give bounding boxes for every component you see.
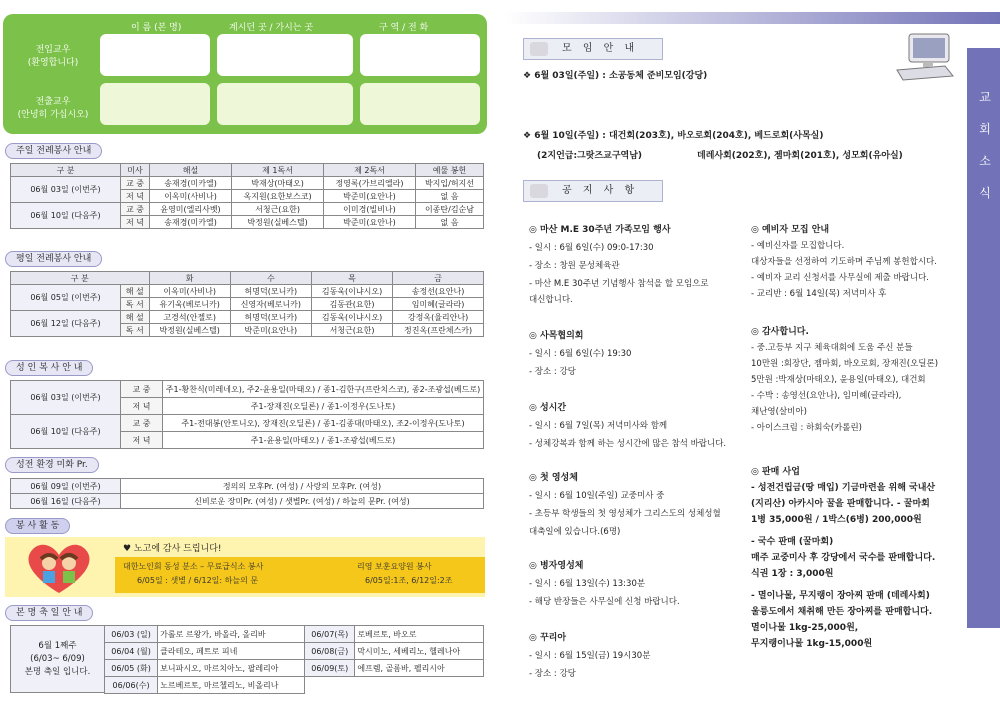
table-row: 06월 03일 (이번주) 교 중 송재경(미카엘) 박재상(마태오) 정영록(가브리엘라) 박지입/허지선 (11, 177, 484, 190)
sidebar-char: 식 (979, 186, 991, 200)
table-row: 독 서 박정원(실베스텔) 박준미(요안나) 서청근(요한) 정진옥(프란체스카) (11, 324, 484, 337)
notice-tab: 공 지 사 항 (523, 180, 663, 202)
sidebar-char: 교 (979, 90, 991, 104)
move-in-label: 전입교우 (환영합니다) (27, 45, 79, 68)
week-label-cell: 6월 1째주 (6/03~ 6/09) 본명 축일 입니다. (10, 625, 105, 693)
altar-server-header: 성 인 복 사 안 내 (5, 360, 93, 376)
meeting-line: (2지언급:그랏즈교구역남) (537, 151, 643, 161)
move-out-district-cell (360, 83, 480, 125)
right-page (505, 0, 1000, 705)
weekday-liturgy-table: 구 분 화 수 목 금 06월 05일 (이번주) 해 설 이옥미(사비나) 허명덕(모니카) 김동욱(이냐시오) 송정선(요안나) 독 서 유기욱(베로니카) 신영자(베로니카) 김동관(요한) 임미혜(글라라) 06월 12일 (다음주) 해 설 고경석(안젤로) 허명덕(모니카) 김동욱(이냐시오) 강정옥(율리안나) 독 서 박정원(실베스텔) 박준미(요안나) 서청근(요한) 정진옥(프란체스카) (10, 271, 484, 337)
sunday-liturgy-table: 구 분 미사 해설 제 1독서 제 2독서 예물 봉헌 06월 03일 (이번주) 교 중 송재경(미카엘) 박재상(마태오) 정영록(가브리엘라) 박지입/허지선 저 녁 이옥미(사비나) 옥지원(요한보스코) 박준미(요안나) 없 음 06월 10일 (다음주) 교 중 윤영미(엘리사벳) 서청근(요한) 이미경(빌비나) 이종탄/김순남 저 녁 송재경(미카엘) 박정원(실베스텔) 박준미(요안나) 없 음 (10, 163, 484, 229)
table-row: 06월 09일 (이번주) 정의의 모후Pr. (여성) / 사랑의 모후Pr. (여성) (11, 479, 484, 494)
table-row: 06/06(수) 노르베르토, 마르첼리노, 비올리나 (105, 677, 484, 694)
notice-block: ◎ 예비자 모집 안내 - 예비신자를 모집합니다. 대상자들을 선정하여 기도하며 주님께 봉헌합시다. - 예비자 교리 신청서를 사무실에 제출 바랍니다. - 교리반 : 6월 14일(목) 저녁미사 후 (751, 225, 937, 299)
volunteer-banner (5, 537, 485, 597)
meeting-line: ❖ 6월 03일(주일) : 소공동체 준비모임(강당) (523, 71, 708, 81)
move-out-label: 전출교우 (안녕히 가십시오) (17, 97, 89, 120)
church-cleaning-table (10, 478, 484, 509)
feast-day-table (104, 625, 484, 694)
notice-block: ◎ 사목협의회 - 일시 : 6월 6일(수) 19:30 - 장소 : 강당 (529, 331, 632, 377)
table-row: 06/03 (일) 가롤로 르왕가, 바올라, 올리바 06/07(목) 로베르토, 바오로 (105, 626, 484, 643)
volunteer-left-line2: 6/05일 : 샛별 / 6/12일: 하늘의 문 (137, 576, 259, 585)
move-in-name-cell (100, 34, 210, 76)
membership-box (3, 14, 487, 134)
table-row: 저 녁 주1-윤용일(마태오) / 종1-조광섭(베드로) (11, 432, 484, 449)
notice-block: ◎ 마산 M.E 30주년 가족모임 행사 - 일시 : 6월 6일(수) 09:0-17:30 - 장소 : 창원 문성체육관 - 마산 M.E 30주년 기념행사 참석을 할 모임으로 대신합니다. (529, 225, 709, 305)
table-row: 06월 12일 (다음주) 해 설 고경석(안젤로) 허명덕(모니카) 김동욱(이냐시오) 강정옥(율리안나) (11, 311, 484, 324)
table-row: 저 녁 이옥미(사비나) 옥지원(요한보스코) 박준미(요안나) 없 음 (11, 190, 484, 203)
meeting-line: 데레사회(202호), 젬마회(201호), 성모회(유아실) (697, 151, 903, 161)
computer-icon (893, 30, 957, 82)
notice-block: ◎ 병자영성체 - 일시 : 6월 13일(수) 13:30분 - 해당 반장들은 사무실에 신청 바랍니다. (529, 561, 680, 607)
move-out-name-cell (100, 83, 210, 125)
header-name: 이 름 (본 명) (131, 23, 182, 33)
sidebar-char: 회 (979, 122, 991, 136)
volunteer-header: 봉 사 활 동 (5, 518, 70, 534)
feast-day-header: 본 명 축 일 안 내 (5, 605, 93, 621)
notice-block: ◎ 판매 사업 - 성전건립금(땅 매입) 기금마련을 위해 국내산 (지리산) 아카시아 꿀을 판매합니다. - 꿀마회 1병 35,000원 / 1박스(6병) 200,000원 - 국수 판매 (꿀마회) 매주 교중미사 후 강당에서 국수를 판매합니다. 식권 1장 : 3,000원 - 멸이나물, 무지랭이 장아찌 판매 (데레사회) 울릉도에서 채취해 만든 장아찌를 판매합니다. 멸이나물 1kg-25,000원, 무지랭이나물 1kg-15,000원 (751, 467, 936, 649)
notice-block: ◎ 감사합니다. - 중.고등부 지구 체육대회에 도움 주신 분들 10만원 :회장단, 젬마회, 바오로회, 장재진(오딜론) 5만원 :박재상(마태오), 윤용일(마태오), 대건회 - 수박 : 송영선(요안나), 임미혜(글라라), 채난영(살비아) - 아이스크림 : 하회숙(카롤린) (751, 327, 939, 433)
table-row: 06월 16일 (다음주) 신비로운 장미Pr. (여성) / 샛별Pr. (여성) / 하늘의 문Pr. (여성) (11, 494, 484, 509)
header-district: 구 역 / 전 화 (379, 23, 429, 33)
top-gradient-bar (505, 12, 1000, 24)
notice-block: ◎ 성시간 - 일시 : 6월 7일(목) 저녁미사와 함께 - 성체강복과 함께 하는 성시간에 많은 참석 바랍니다. (529, 403, 727, 449)
meeting-line: ❖ 6월 10일(주일) : 대건회(203호), 바오로회(204호), 베드로회(사목실) (523, 131, 824, 141)
weekday-liturgy-header: 평일 전례봉사 안내 (5, 251, 102, 267)
move-in-district-cell (360, 34, 480, 76)
notebook-icon (530, 42, 548, 56)
table-row: 독 서 유기욱(베로니카) 신영자(베로니카) 김동관(요한) 임미혜(글라라) (11, 298, 484, 311)
thanks-text: ♥ 노고에 감사 드립니다! (123, 544, 222, 554)
volunteer-right-line2: 6/05일:1조, 6/12일:2조 (365, 576, 453, 585)
heart-family-icon (19, 537, 99, 597)
sunday-liturgy-header: 주일 전례봉사 안내 (5, 143, 102, 159)
volunteer-right-line1: 리영 보훈요양원 봉사 (357, 562, 432, 571)
church-cleaning-header: 성전 환경 미화 Pr. (5, 457, 99, 473)
notice-block: ◎ 첫 영성체 - 일시 : 6월 10일(주일) 교중미사 중 - 초등부 학생들의 첫 영성체가 그리스도의 성체성혈 대축일에 있습니다.(6명) (529, 473, 721, 537)
volunteer-left-line1: 대한노인회 동성 분소 – 무료급식소 봉사 (123, 562, 264, 571)
table-row: 저 녁 송재경(미카엘) 박정원(실베스텔) 박준미(요안나) 없 음 (11, 216, 484, 229)
altar-server-table (10, 380, 484, 449)
move-in-place-cell (217, 34, 353, 76)
table-row: 저 녁 주1-장재진(오딜론) / 종1-이정우(도나토) (11, 398, 484, 415)
sidebar-char: 소 (979, 154, 991, 168)
table-row: 06/04 (월) 클라테오, 페트로 피네 06/08(금) 막시미노, 세베리노, 헬레나아 (105, 643, 484, 660)
table-row: 06월 05일 (이번주) 해 설 이옥미(사비나) 허명덕(모니카) 김동욱(이냐시오) 송정선(요안나) (11, 285, 484, 298)
meeting-tab: 모 임 안 내 (523, 38, 663, 60)
table-row: 06월 10일 (다음주) 교 중 주1-전대봉(안토니오), 장재진(오딜론) / 종1-김종대(마태오), 조2-이정우(도나토) (11, 415, 484, 432)
table-row: 06/05 (화) 보니파시오, 마르치아노, 팔레리아 06/09(토) 에프렘, 골롬바, 펠리시아 (105, 660, 484, 677)
left-page (0, 0, 490, 705)
table-row: 06월 10일 (다음주) 교 중 윤영미(엘리사벳) 서청근(요한) 이미경(빌비나) 이종탄/김순남 (11, 203, 484, 216)
notice-block: ◎ 꾸리아 - 일시 : 6월 15일(금) 19시30분 - 장소 : 강당 (529, 633, 651, 679)
move-out-place-cell (217, 83, 353, 125)
table-row: 06월 03일 (이번주) 교 중 주1-황찬식(미레네오), 주2-윤용일(마태오) / 종1-김한구(프란치스코), 종2-조광섭(베드로) (11, 381, 484, 398)
header-place: 계시던 곳 / 가시는 곳 (229, 23, 314, 33)
notebook-icon (530, 184, 548, 198)
